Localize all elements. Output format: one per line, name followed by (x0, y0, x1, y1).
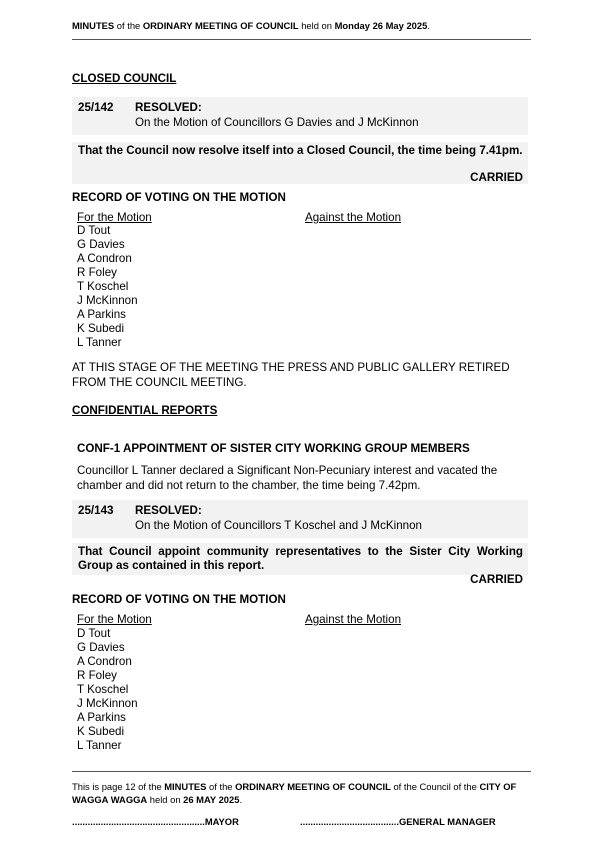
motion-text: That Council appoint community representatives to the Sister City Working Group as contained in this report. (78, 545, 523, 572)
voter-name: K Subedi (77, 322, 125, 335)
against-motion-heading: Against the Motion (305, 613, 402, 626)
for-motion-heading: For the Motion (77, 211, 152, 224)
header-minutes: MINUTES (72, 20, 115, 31)
motion-block (72, 543, 528, 575)
footer-meeting: ORDINARY MEETING OF COUNCIL (235, 781, 391, 792)
mayor-signature-line: ...................................................MAYOR (72, 816, 239, 827)
for-motion-heading: For the Motion (77, 613, 152, 626)
resolution-movers: On the Motion of Councillors T Koschel and J McKinnon (135, 519, 422, 532)
motion-text: That the Council now resolve itself into a Closed Council, the time being 7.41pm. (78, 144, 523, 157)
voter-name: L Tanner (77, 739, 122, 752)
voter-name: R Foley (77, 669, 117, 682)
voter-name: T Koschel (77, 280, 129, 293)
voter-name: L Tanner (77, 336, 122, 349)
carried-status: CARRIED (470, 171, 523, 184)
closed-council-title: CLOSED COUNCIL (72, 72, 177, 85)
resolution-number: 25/142 (78, 101, 114, 114)
footer-text: held on (147, 793, 184, 805)
resolution-label: RESOLVED: (135, 101, 202, 114)
footer-text: This is page 12 of the (72, 781, 165, 792)
general-manager-signature-line: ......................................GENERAL MANAGER (300, 816, 496, 827)
footer-text: of the Council of the (390, 781, 480, 792)
voter-name: D Tout (77, 627, 111, 640)
voter-name: G Davies (77, 238, 125, 251)
resolution-block (72, 500, 528, 538)
voter-name: T Koschel (77, 683, 129, 696)
carried-status: CARRIED (470, 573, 523, 586)
voter-name: K Subedi (77, 725, 125, 738)
page-header (72, 20, 532, 31)
resolution-movers: On the Motion of Councillors G Davies and J McKinnon (135, 116, 419, 129)
footer-text: of the (206, 781, 236, 792)
interest-declaration: Councillor L Tanner declared a Significant Non-Pecuniary interest and vacated the chamber and did not return to the chamber, the time being 7.42pm. (77, 464, 498, 492)
page-footer (72, 781, 532, 806)
report-title: CONF-1 APPOINTMENT OF SISTER CITY WORKING GROUP MEMBERS (77, 442, 470, 455)
voting-heading: RECORD OF VOTING ON THE MOTION (72, 593, 286, 606)
footer-period: . (239, 793, 243, 805)
footer-date: 26 MAY 2025 (183, 793, 240, 805)
header-of: of the (114, 20, 143, 31)
voter-name: D Tout (77, 224, 111, 237)
against-motion-heading: Against the Motion (305, 211, 402, 224)
voter-name: A Parkins (77, 308, 126, 321)
header-meeting: ORDINARY MEETING OF COUNCIL (142, 20, 299, 31)
for-motion-list (77, 627, 138, 753)
for-motion-list (77, 224, 138, 350)
voter-name: A Condron (77, 252, 132, 265)
voter-name: G Davies (77, 641, 125, 654)
resolution-label: RESOLVED: (135, 504, 202, 517)
confidential-reports-title: CONFIDENTIAL REPORTS (72, 404, 218, 417)
header-period: . (427, 20, 430, 31)
footer-city: CITY OF WAGGA WAGGA (72, 781, 517, 805)
header-divider (72, 39, 531, 40)
voting-heading: RECORD OF VOTING ON THE MOTION (72, 191, 286, 204)
motion-block (72, 142, 528, 184)
voter-name: R Foley (77, 266, 117, 279)
press-gallery-statement: AT THIS STAGE OF THE MEETING THE PRESS AND PUBLIC GALLERY RETIRED FROM THE COUNCIL MEETING. (72, 361, 510, 389)
footer-minutes: MINUTES (164, 781, 207, 792)
header-date: Monday 26 May 2025 (334, 20, 428, 31)
voter-name: J McKinnon (77, 294, 138, 307)
header-held-on: held on (298, 20, 335, 31)
footer-divider (72, 771, 531, 772)
resolution-block (72, 97, 528, 135)
voter-name: A Parkins (77, 711, 126, 724)
voter-name: J McKinnon (77, 697, 138, 710)
resolution-number: 25/143 (78, 504, 114, 517)
voter-name: A Condron (77, 655, 132, 668)
